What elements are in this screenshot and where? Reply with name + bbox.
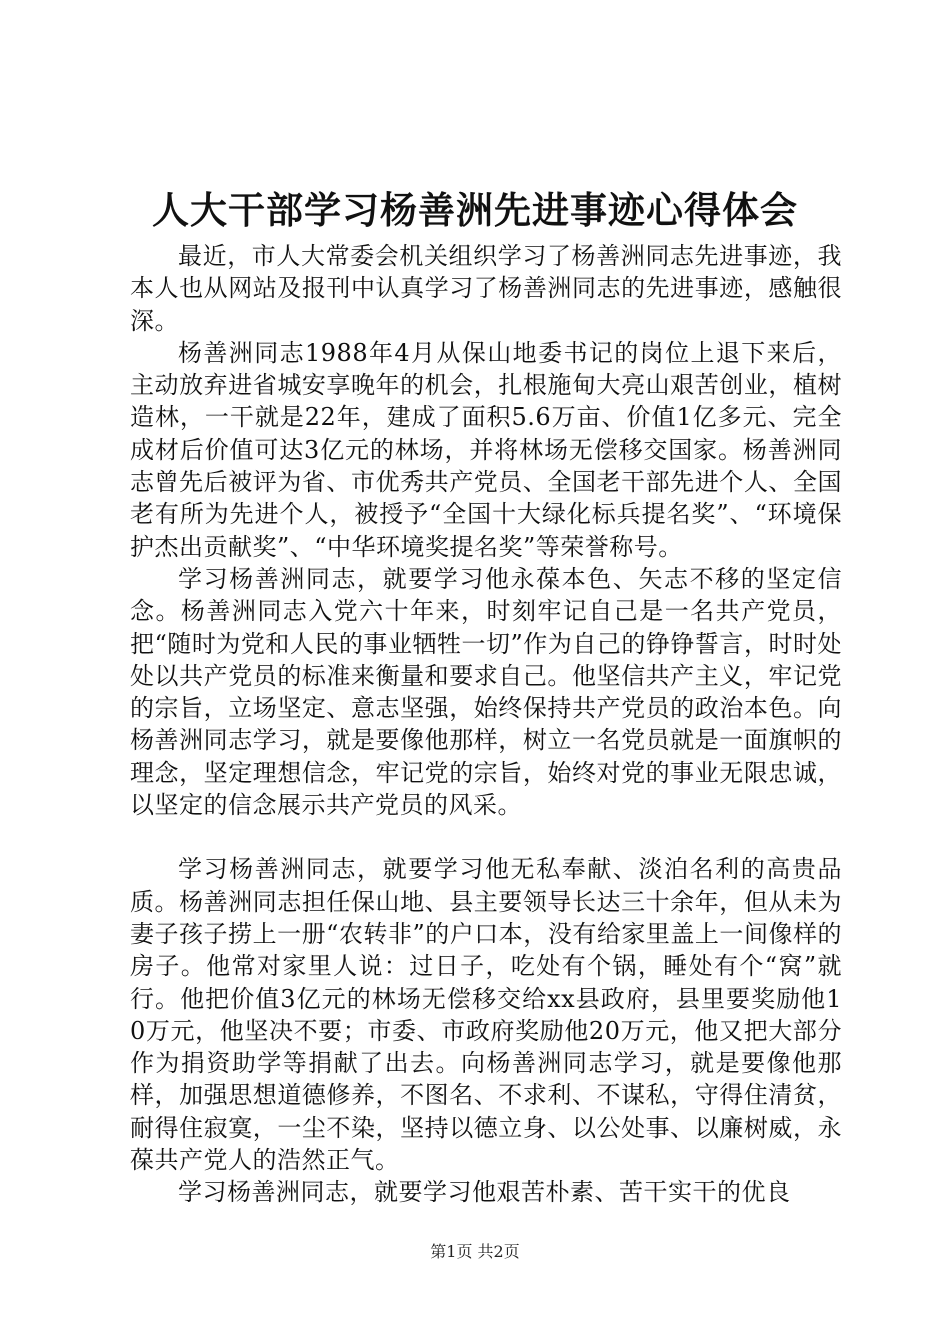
paragraph-intro: 最近，市人大常委会机关组织学习了杨善洲同志先进事迹，我本人也从网站及报刊中认真学习了杨善洲同志的先进事迹，感触很深。 [130,242,842,335]
page-number-footer: 第1页 共2页 [430,1242,520,1261]
paragraph-faith: 学习杨善洲同志，就要学习他永葆本色、矢志不移的坚定信念。杨善洲同志入党六十年来，时刻牢记自己是一名共产党员，把“随时为党和人民的事业牺牲一切”作为自己的铮铮誓言，时时处处以共产党员的标准来衡量和要求自己。他坚信共产主义，牢记党的宗旨，立场坚定、意志坚强，始终保持共产党员的政治本色。向杨善洲同志学习，就是要像他那样，树立一名党员就是一面旗帜的理念，坚定理想信念，牢记党的宗旨，始终对党的事业无限忠诚，以坚定的信念展示共产党员的风采。 [130,564,842,820]
paragraph-biography: 杨善洲同志1988年4月从保山地委书记的岗位上退下来后，主动放弃进省城安享晚年的机会，扎根施甸大亮山艰苦创业，植树造林，一干就是22年，建成了面积5.6万亩、价值1亿多元、完全成材后价值可达3亿元的林场，并将林场无偿移交国家。杨善洲同志曾先后被评为省、市优秀共产党员、全国老干部先进个人、全国老有所为先进个人，被授予“全国十大绿化标兵提名奖”、“环境保护杰出贡献奖”、“中华环境奖提名奖”等荣誉称号。 [130,338,842,561]
paragraph-selflessness: 学习杨善洲同志，就要学习他无私奉献、淡泊名利的高贵品质。杨善洲同志担任保山地、县主要领导长达三十余年，但从未为妻子孩子捞上一册“农转非”的户口本，没有给家里盖上一间像样的房子。他常对家里人说：过日子，吃处有个锅，睡处有个“窝”就行。他把价值3亿元的林场无偿移交给xx县政府，县里要奖励他10万元，他坚决不要；市委、市政府奖励他20万元，他又把大部分作为捐资助学等捐献了出去。向杨善洲同志学习，就是要像他那样，加强思想道德修养，不图名、不求利、不谋私，守得住清贫，耐得住寂寞，一尘不染，坚持以德立身、以公处事、以廉树威，永葆共产党人的浩然正气。 [130,855,842,1175]
document-body [130,240,842,1209]
paragraph-hard-work: 学习杨善洲同志，就要学习他艰苦朴素、苦干实干的优良 [178,1178,791,1207]
document-title: 人大干部学习杨善洲先进事迹心得体会 [152,188,798,232]
